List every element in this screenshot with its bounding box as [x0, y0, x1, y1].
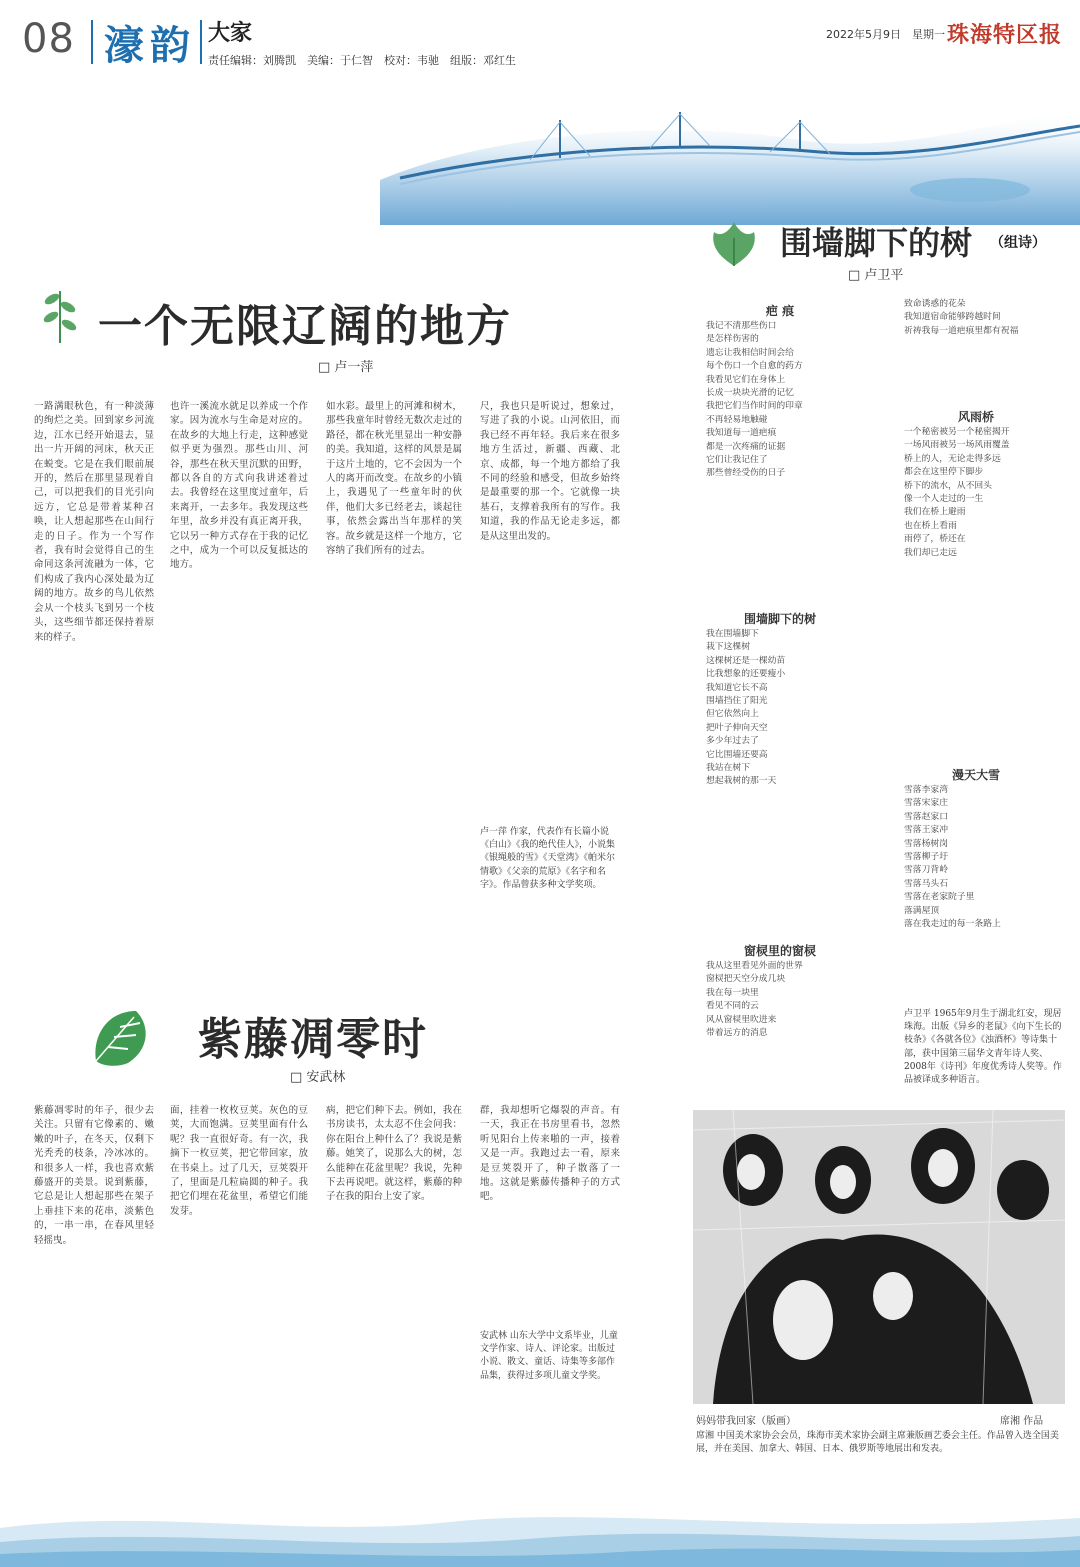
- ginkgo-leaf-icon: [704, 218, 764, 270]
- poem-body-2: 我在围墙脚下 栽下这棵树 这棵树还是一棵幼苗 比我想象的还要瘦小 我知道它长不高 围墙挡住了阳光 但它依然向上 把叶子伸向天空 多少年过去了 它比围墙还要高 我站在树下 想起栽树的那一天: [706, 629, 786, 787]
- footer-wave-decoration: [0, 1488, 1080, 1567]
- monstera-leaf-icon: [88, 1005, 156, 1069]
- poet-note: 卢卫平 1965年9月生于湖北红安，现居珠海。出版《异乡的老鼠》《向下生长的枝条》《各就各位》《浊酒杯》等诗集十部，获中国第三届华文青年诗人奖、2008年《诗刊》年度优秀诗人奖等。作品被译成多种语言。: [904, 1009, 1062, 1086]
- article2-byline: □ 安武林: [290, 1070, 346, 1085]
- woodcut-print-image: [693, 1110, 1065, 1404]
- article2-column-2: 面，挂着一枚枚豆荚。灰色的豆荚，大而饱满。豆荚里面有什么呢？我一直很好奇。有一次，我摘下一枚豆荚，把它带回家，放在书桌上。过了几天，豆荚裂开了，里面是几粒扁圆的种子。我把它们埋在花盆里，希望它们能发芽。: [170, 1105, 308, 1217]
- article1-byline: □ 卢一萍: [318, 360, 374, 375]
- poems-title: 围墙脚下的树: [780, 224, 973, 262]
- header-divider: [91, 20, 93, 64]
- header-divider-2: [200, 20, 202, 64]
- newspaper-name: 珠海特区报: [947, 22, 1063, 48]
- poem-heading-2: 围墙脚下的树: [743, 612, 816, 626]
- page-number: 08: [22, 16, 75, 62]
- poem-heading-4: 风雨桥: [957, 410, 994, 424]
- article1-column-2: 也许一溪流水就足以养成一个作家。因为流水与生命是对应的。在故乡的大地上行走，这种感觉似乎更为强烈。那些山川、河谷，那些在秋天里沉默的田野，都以各自的方式向我讲述着过去。我曾经在这里度过童年，后来离开，一去多年。我发现这些年里，故乡并没有真正离开我，它以另一种方式存在于我的记忆之中，成为一个可以反复抵达的地方。: [170, 401, 308, 571]
- poem-body-3: 我从这里看见外面的世界 窗棂把天空分成几块 我在每一块里 看见不同的云 风从窗棂里吹进来 带着远方的消息: [706, 961, 803, 1039]
- artist-note: 席湘 中国美术家协会会员，珠海市美术家协会副主席兼版画艺委会主任。作品曾入选全国美展，并在美国、加拿大、韩国、日本、俄罗斯等地展出和发表。: [696, 1431, 1059, 1455]
- poems-byline: □ 卢卫平: [848, 268, 904, 283]
- article2-column-1: 紫藤凋零时的年子，很少去关注。只留有它像素的、嫩嫩的叶子，在冬天，仅剩下光秃秃的枝条，冷冰冰的。和很多人一样，我也喜欢紫藤盛开的美景。说到紫藤，它总是让人想起那些在架子上垂挂下来的花串，淡紫色的，一串一串，在春风里轻轻摇曳。: [34, 1105, 154, 1246]
- editor-credits: 责任编辑：刘腾凯 美编：于仁智 校对：韦驰 组版：邓红生: [208, 54, 516, 67]
- article2-column-4: 群，我却想听它爆裂的声音。有一天，我正在书房里看书，忽然听见阳台上传来啪的一声，接着又是一声。我跑过去一看，原来是豆荚裂开了，种子散落了一地。这就是紫藤传播种子的方式吧。: [480, 1105, 620, 1203]
- photo-artist: 席湘 作品: [1000, 1416, 1044, 1427]
- photo-caption: 妈妈带我回家（版画）: [696, 1416, 796, 1427]
- poem-heading-5: 漫天大雪: [951, 768, 1000, 782]
- poem-heading-1: 疤 痕: [765, 304, 795, 318]
- section-name: 大家: [208, 20, 253, 46]
- article2-author-note: 安武林 山东大学中文系毕业，儿童文学作家、诗人、评论家。出版过小说、散文、童话、诗集等多部作品集，获得过多项儿童文学奖。: [480, 1331, 618, 1381]
- poem-body-5: 雪落李家湾 雪落宋家庄 雪落赵家口 雪落王家冲 雪落杨树岗 雪落柳子圩 雪落刀背岭 雪落马头石 雪落在老家院子里 落满屋顶 落在我走过的每一条路上: [904, 785, 1001, 930]
- poem-heading-3: 窗棂里的窗棂: [743, 944, 816, 958]
- issue-date: 2022年5月9日 星期一: [826, 28, 945, 41]
- article1-title: 一个无限辽阔的地方: [98, 301, 512, 352]
- article1-column-4: 尺，我也只是听说过，想象过，写进了我的小说。山河依旧，而我已经不再年轻。我后来在很多地方生活过，新疆、西藏、北京、成都，每一个地方都给了我不同的经验和感受，但故乡始终是最重要的那一个。它就像一块基石，支撑着我所有的写作。我知道，我的作品无论走多远，都是从这里出发的。: [480, 401, 620, 542]
- article1-column-3: 如水彩。最里上的河滩和树木，那些我童年时曾经无数次走过的路径，都在秋光里显出一种安静的美。我知道，这样的风景是属于这片土地的，它不会因为一个人的离开而改变。在故乡的小镇上，我遇见了一些童年时的伙伴，他们大多已经老去，谈起往事，依然会露出当年那样的笑容。故乡就是这样一个地方，它容纳了我们所有的过去。: [326, 401, 462, 557]
- leaf-sprig-icon: [38, 285, 82, 345]
- brand-title: 濠韵: [104, 22, 196, 69]
- bridge-illustration: [380, 60, 1080, 225]
- poems-subtitle: （组诗）: [990, 235, 1046, 251]
- article2-column-3: 病，把它们种下去。例如，我在书房读书，太太忍不住会问我：你在阳台上种什么了？我说是紫藤。她笑了，说那么大的树，怎么能种在花盆里呢？我说，先种下去再说吧。就这样，紫藤的种子在我的阳台上安了家。: [326, 1105, 462, 1203]
- poem-body-1: 我记不清那些伤口 是怎样伤害的 遗忘让我相信时间会给 每个伤口一个自愈的药方 我看见它们在身体上 长成一块块光滑的记忆 我把它们当作时间的印章 不再轻易地触碰 我知道每一道疤痕 都是一次疼痛的证据 它们让我记住了 那些曾经受伤的日子: [706, 321, 803, 479]
- poem-body-4: 一个秘密被另一个秘密揭开 一场风雨被另一场风雨覆盖 桥上的人，无论走得多远 都会在这里停下脚步 桥下的流水，从不回头 像一个人走过的一生 我们在桥上避雨 也在桥上看雨 雨停了，桥还在 我们却已走远: [904, 427, 1010, 558]
- poem-body-1-continued: 致命诱惑的花朵 我知道宿命能够跨越时间 祈祷我每一道疤痕里都有祝福: [904, 299, 1019, 336]
- article1-author-note: 卢一萍 作家，代表作有长篇小说《白山》《我的绝代佳人》，小说集《银绳般的雪》《天堂湾》《帕米尔情歌》《父亲的荒原》《名字和名字》。作品曾获多种文学奖项。: [480, 827, 616, 890]
- article1-column-1: 一路满眼秋色，有一种淡薄的绚烂之美。回到家乡河流边，江水已经开始退去，显出一片开阔的河床，秋天正在蜕变。它是在我们眼前展开的，然后在那里显现着自己，可以把我们的目光引向远方，它总是带着某种召唤，让人想起那些在山间行走的日子。作为一个写作者，我有时会觉得自己的生命同这条河流融为一体，它们构成了我内心深处最为辽阔的地方。故乡的鸟儿依然会从一个枝头飞到另一个枝头，这些细节都还保持着原来的样子。: [34, 401, 154, 643]
- article2-title: 紫藤凋零时: [198, 1014, 428, 1065]
